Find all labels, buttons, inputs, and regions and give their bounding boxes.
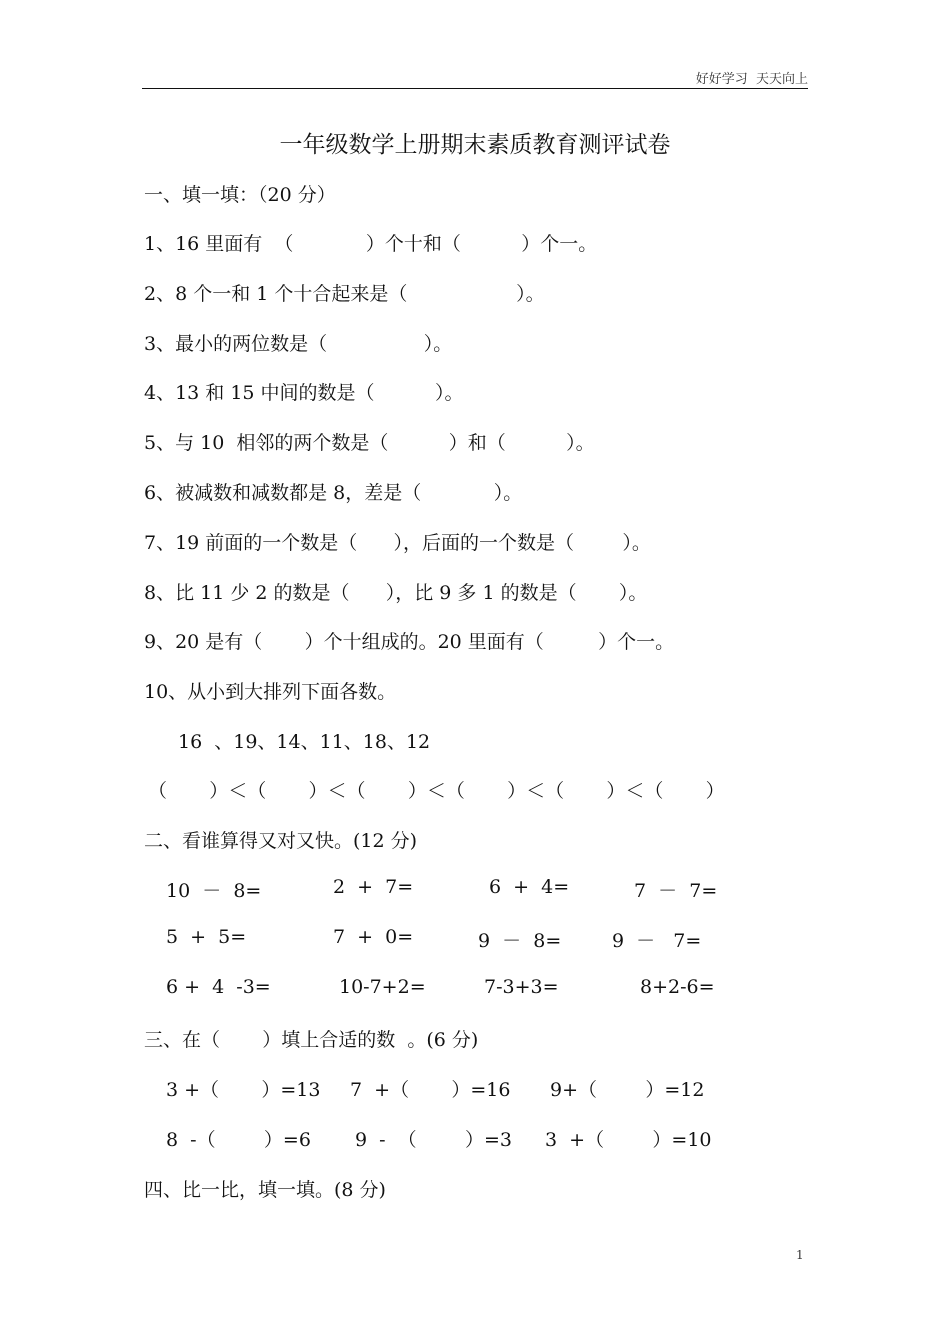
question-4: 4、13 和 15 中间的数是（ ）。 bbox=[144, 382, 464, 404]
calc-item: 6 + 4= bbox=[489, 876, 570, 898]
calc-item: 7 － 7= bbox=[634, 880, 718, 902]
section-3-heading: 三、在（ ）填上合适的数 。(6 分) bbox=[144, 1029, 479, 1051]
question-8: 8、比 11 少 2 的数是（ ），比 9 多 1 的数是（ ）。 bbox=[144, 582, 648, 604]
fill-item: 8 -（ ）=6 bbox=[166, 1129, 311, 1151]
header-motto: 好好学习 天天向上 bbox=[695, 72, 808, 87]
question-9: 9、20 是有（ ）个十组成的。20 里面有（ ）个一。 bbox=[144, 631, 675, 653]
calc-item: 10-7+2= bbox=[339, 976, 426, 998]
section-4-heading: 四、比一比，填一填。(8 分) bbox=[144, 1179, 386, 1201]
page-number: 1 bbox=[796, 1248, 804, 1262]
section-1-heading: 一、填一填：（20 分） bbox=[144, 184, 336, 206]
section-2-heading: 二、看谁算得又对又快。(12 分) bbox=[144, 830, 418, 852]
question-6: 6、被减数和减数都是 8，差是（ ）。 bbox=[144, 482, 523, 504]
calc-item: 10 － 8= bbox=[166, 880, 262, 902]
page-title: 一年级数学上册期末素质教育测评试卷 bbox=[279, 132, 671, 158]
fill-item: 9+（ ）=12 bbox=[550, 1079, 705, 1101]
question-2: 2、8 个一和 1 个十合起来是（ ）。 bbox=[144, 283, 545, 305]
calc-item: 8+2-6= bbox=[640, 976, 715, 998]
fill-item: 7 +（ ）=16 bbox=[350, 1079, 511, 1101]
question-3: 3、最小的两位数是（ ）。 bbox=[144, 333, 453, 355]
fill-item: 3 +（ ）=13 bbox=[166, 1079, 321, 1101]
header-divider bbox=[142, 88, 808, 89]
fill-item: 9 - （ ）=3 bbox=[355, 1129, 512, 1151]
question-7: 7、19 前面的一个数是（ ），后面的一个数是（ ）。 bbox=[144, 532, 651, 554]
calc-item: 7 + 0= bbox=[333, 926, 414, 948]
question-5: 5、与 10 相邻的两个数是（ ）和（ ）。 bbox=[144, 432, 595, 454]
fill-item: 3 +（ ）=10 bbox=[545, 1129, 712, 1151]
calc-item: 2 + 7= bbox=[333, 876, 414, 898]
calc-item: 5 + 5= bbox=[166, 926, 247, 948]
question-10-blanks: （ ）＜（ ）＜（ ）＜（ ）＜（ ）＜（ ） bbox=[148, 780, 725, 802]
question-10: 10、从小到大排列下面各数。 bbox=[144, 681, 397, 703]
calc-item: 9 － 8= bbox=[478, 930, 562, 952]
calc-item: 9 － 7= bbox=[612, 930, 702, 952]
calc-item: 6 + 4 -3= bbox=[166, 976, 271, 998]
question-10-numbers: 16 、19、14、11、18、12 bbox=[178, 731, 431, 753]
calc-item: 7-3+3= bbox=[484, 976, 559, 998]
question-1: 1、16 里面有 （ ）个十和（ ）个一。 bbox=[144, 233, 598, 255]
